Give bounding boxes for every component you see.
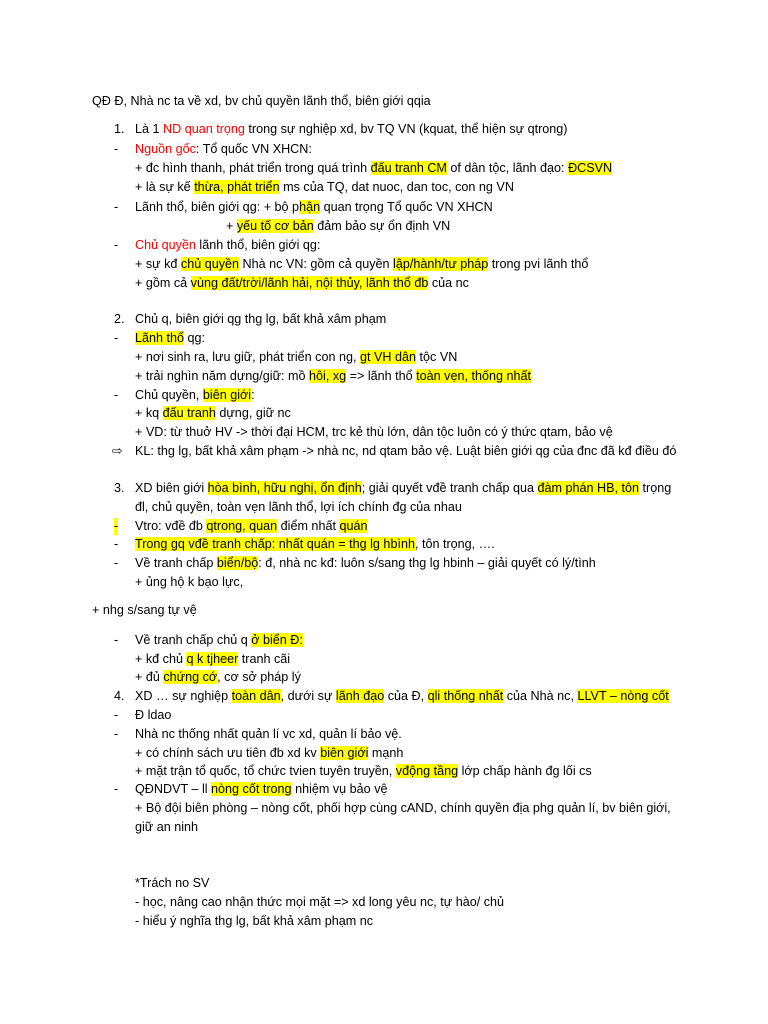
text-segment: trọng (639, 481, 672, 495)
highlighted-text: hôi, xg (309, 369, 347, 383)
text-segment: Chủ q, biên giới qg thg lg, bất khả xâm phạm (135, 312, 387, 326)
text-segment: : đ, nhà nc kđ: luôn s/sang thg lg hbinh – giải quyết có lý/tình (258, 556, 596, 570)
highlighted-text: quán (339, 519, 368, 533)
highlighted-text: vùng đất/trời/lãnh hải, nội thủy, lãnh thổ đb (190, 276, 429, 290)
text-line-s2-border-a (135, 405, 291, 422)
text-line-s3-dispute (135, 555, 596, 572)
text-line-s1-head (135, 121, 567, 138)
text-segment: QĐ Đ, Nhà nc ta về xd, bv chủ quyền lãnh thổ, biên giới qqia (92, 94, 431, 108)
highlighted-text: nòng cốt trong (211, 782, 292, 796)
highlighted-text: chủ quyền (180, 257, 240, 271)
text-line-s3-dispute-b (135, 574, 243, 591)
text-line-s4-head (135, 688, 669, 705)
highlighted-text: lập/hành/tư pháp (393, 257, 489, 271)
highlighted-text: đấu tranh CM (370, 161, 447, 175)
text-segment: quan trọng Tổ quốc VN XHCN (320, 200, 493, 214)
text-segment: , cơ sở pháp lý (217, 670, 301, 684)
text-segment: Chủ quyền, (135, 388, 203, 402)
list-marker: 1. (114, 122, 125, 136)
text-segment: - học, nâng cao nhận thức mọi mặt => xd long yêu nc, tự hào/ chủ (135, 895, 505, 909)
text-line-s1-sovereignty (135, 237, 320, 254)
text-segment: + ủng hộ k bạo lực, (135, 575, 244, 589)
text-segment: + đc hình thanh, phát triển trong quá trình (135, 161, 371, 175)
highlighted-text: biên giới (202, 388, 252, 402)
list-marker: 4. (114, 689, 125, 703)
list-marker: - (114, 633, 119, 647)
text-line-s1-origin-b (135, 179, 514, 196)
text-segment: + kq (135, 406, 163, 420)
text-line-s4-party (135, 707, 171, 724)
text-line-s2-conclusion (135, 443, 676, 460)
text-segment: + mặt trận tổ quốc, tổ chức tvien tuyên truyền, (135, 764, 396, 778)
highlighted-text: ĐCSVN (568, 161, 613, 175)
text-line-s3-sea-a (135, 651, 290, 668)
text-segment: + trải nghìn năm dựng/giữ: mồ (135, 369, 310, 383)
text-line-s3-role (135, 518, 367, 535)
text-segment: of dân tộc, lãnh đạo: (446, 161, 569, 175)
text-segment: đl, chủ quyền, toàn vẹn lãnh thổ, lợi ích chính đg của nhau (135, 500, 462, 514)
text-segment: Là 1 (135, 122, 164, 136)
text-line-s3-resolve (135, 536, 495, 553)
text-segment: ; giải quyết vđề tranh chấp qua (361, 481, 538, 495)
text-segment: + sự kđ (135, 257, 181, 271)
text-line-s3-selfdef (92, 602, 197, 619)
text-segment: + (226, 219, 237, 233)
text-line-s4-army-b (135, 819, 198, 836)
emphasis-text: Chủ quyền (135, 238, 196, 252)
text-line-s4-state (135, 726, 402, 743)
text-segment: đảm bảo sự ổn định VN (313, 219, 451, 233)
text-segment: XD … sự nghiệp (135, 689, 232, 703)
text-segment: , dưới sự (280, 689, 336, 703)
text-line-s1-territory (135, 199, 493, 216)
highlighted-text: Lãnh thổ (135, 331, 185, 345)
text-segment: => lãnh thổ (346, 369, 417, 383)
highlighted-text: biển/bộ (216, 556, 259, 570)
highlighted-text: đấu tranh (162, 406, 216, 420)
text-segment: - hiểu ý nghĩa thg lg, bất khả xâm phạm nc (135, 914, 374, 928)
list-marker: - (114, 708, 119, 722)
text-line-s1-sov-b (135, 275, 469, 292)
text-line-s2-border (135, 387, 255, 404)
list-marker: - (114, 331, 119, 345)
text-line-s1-origin (135, 141, 312, 158)
text-line-s3-head-b (135, 499, 462, 516)
text-line-s4-army-a (135, 800, 671, 817)
text-segment: ms của TQ, dat nuoc, dan toc, con ng VN (279, 180, 514, 194)
list-marker: - (114, 142, 119, 156)
list-marker: - (114, 782, 119, 796)
text-segment: XD biên giới (135, 481, 208, 495)
text-segment: : (251, 388, 255, 402)
text-segment: QĐNDVT – ll (135, 782, 212, 796)
list-marker: ⇨ (112, 444, 123, 458)
text-line-duty-b (135, 913, 373, 930)
text-segment: tộc VN (416, 350, 458, 364)
highlighted-text: q k tjheer (186, 652, 239, 666)
text-segment: của nc (428, 276, 469, 290)
highlighted-text: chứng cớ (163, 670, 218, 684)
text-segment: + kđ chủ (135, 652, 187, 666)
list-marker: - (114, 727, 119, 741)
text-segment: nhiệm vụ bảo vệ (291, 782, 388, 796)
text-segment: + gồm cả (135, 276, 191, 290)
text-segment: + nhg s/sang tự vệ (92, 603, 197, 617)
text-line-duty-head (135, 875, 209, 892)
highlighted-text: qtrong, quan (206, 519, 278, 533)
highlighted-text: hòa bình, hữu nghị, ổn định (207, 481, 362, 495)
list-marker: - (114, 537, 119, 551)
emphasis-text: Nguồn gốc (135, 142, 196, 156)
text-segment: dựng, giữ nc (215, 406, 291, 420)
text-line-s2-border-b (135, 424, 613, 441)
list-marker: - (114, 238, 119, 252)
text-segment: + nơi sinh ra, lưu giữ, phát triển con ng, (135, 350, 360, 364)
text-segment: + đủ (135, 670, 164, 684)
text-line-s1-sov-a (135, 256, 588, 273)
text-segment: của Nhà nc, (503, 689, 578, 703)
text-segment: , tôn trọng, …. (414, 537, 495, 551)
text-segment: Vtro: vđề đb (135, 519, 207, 533)
text-line-s2-territory (135, 330, 205, 347)
highlighted-text: qli thống nhất (427, 689, 504, 703)
text-segment: Về tranh chấp chủ q (135, 633, 252, 647)
text-segment: giữ an ninh (135, 820, 199, 834)
highlighted-text: Trong gq vđề tranh chấp: nhất quán = thg lg hbình (135, 537, 415, 551)
text-segment: qg: (184, 331, 206, 345)
highlighted-text: đàm phán HB, tôn (537, 481, 640, 495)
text-segment: Lãnh thổ, biên giới qg: + bộ p (135, 200, 300, 214)
text-line-s2-territory-a (135, 349, 457, 366)
text-segment: Nhà nc thống nhất quản lí vc xd, quản lí bảo vệ. (135, 727, 402, 741)
list-marker: - (114, 556, 119, 570)
highlighted-text: vđộng tầng (395, 764, 459, 778)
text-segment: trong pvi lãnh thổ (488, 257, 589, 271)
text-line-s4-state-b (135, 763, 592, 780)
text-segment: tranh cãi (238, 652, 291, 666)
highlighted-text: LLVT – nòng cốt (577, 689, 669, 703)
text-segment: + VD: từ thuở HV -> thời đại HCM, trc kẻ thù lớn, dân tộc luôn có ý thức qtam, bảo vệ (135, 425, 613, 439)
text-segment: Đ ldao (135, 708, 172, 722)
text-segment: lớp chấp hành đg lối cs (458, 764, 592, 778)
text-segment: + Bộ đội biên phòng – nòng cốt, phối hợp cùng cAND, chính quyền địa phg quản lí, bv biên giới, (135, 801, 671, 815)
text-segment: mạnh (368, 746, 404, 760)
highlighted-text: gt VH dân (360, 350, 417, 364)
text-line-s4-state-a (135, 745, 403, 762)
text-line-s3-sea (135, 632, 303, 649)
text-line-s3-sea-b (135, 669, 301, 686)
text-line-duty-a (135, 894, 504, 911)
text-segment: KL: thg lg, bất khả xâm phạm -> nhà nc, nd qtam bảo vệ. Luật biên giới qg của đnc đã kđ điều đó (135, 444, 677, 458)
text-segment: lãnh thổ, biên giới qg: (195, 238, 321, 252)
list-marker: - (114, 388, 119, 402)
text-segment: Nhà nc VN: gồm cả quyền (239, 257, 394, 271)
text-segment: điểm nhất (277, 519, 340, 533)
highlighted-text: lãnh đạo (335, 689, 385, 703)
text-segment: Về tranh chấp (135, 556, 217, 570)
list-marker: - (114, 200, 119, 214)
highlighted-text: hận (299, 200, 321, 214)
text-line-s2-head (135, 311, 386, 328)
text-segment: + có chính sách ưu tiên đb xd kv (135, 746, 321, 760)
text-line-s1-territory-b (226, 218, 450, 235)
text-line-s1-origin-a (135, 160, 612, 177)
text-line-s2-territory-b (135, 368, 531, 385)
list-marker: - (114, 519, 119, 533)
text-segment: + là sự kế (135, 180, 195, 194)
text-segment: *Trách no SV (135, 876, 210, 890)
highlighted-text: biên giới (320, 746, 369, 760)
emphasis-text: ND quan trọng (163, 122, 245, 136)
text-segment: của Đ, (384, 689, 428, 703)
list-marker: 2. (114, 312, 125, 326)
list-marker: 3. (114, 481, 125, 495)
highlighted-text: ở biển Đ: (251, 633, 303, 647)
highlighted-text: toàn dân (231, 689, 281, 703)
text-segment: : Tổ quốc VN XHCN: (195, 142, 312, 156)
text-line-s4-army (135, 781, 388, 798)
text-line-s3-head (135, 480, 671, 497)
highlighted-text: yếu tố cơ bản (236, 219, 314, 233)
highlighted-text: toàn vẹn, thống nhất (416, 369, 532, 383)
highlighted-text: thừa, phát triển (194, 180, 280, 194)
text-segment: trong sự nghiệp xd, bv TQ VN (kquat, thể hiện sự qtrong) (244, 122, 568, 136)
text-line-title (92, 93, 431, 110)
